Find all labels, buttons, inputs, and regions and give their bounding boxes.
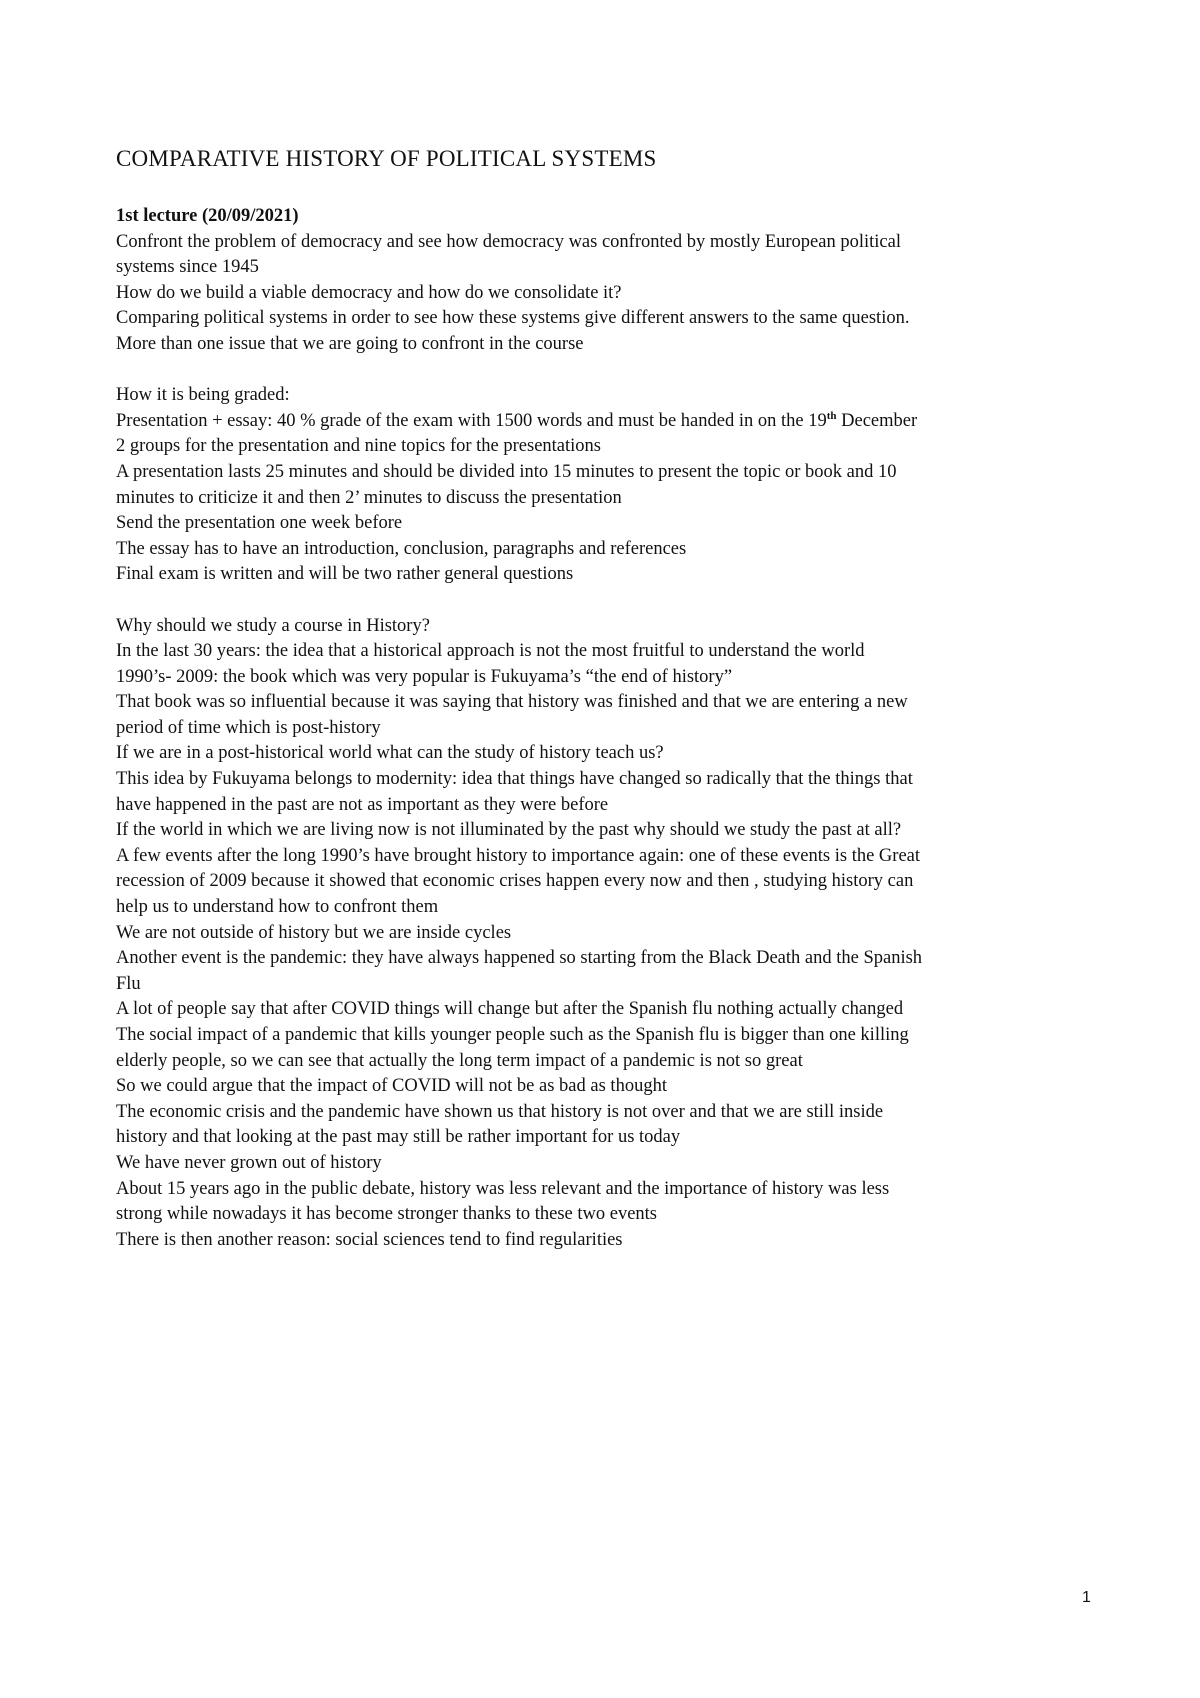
paragraph-spacer — [116, 358, 1096, 384]
history-line: In the last 30 years: the idea that a historical approach is not the most fruitful to understand the world — [116, 641, 865, 662]
history-line: A few events after the long 1990’s have brought history to importance again: one of these events is the Great — [116, 845, 921, 866]
grading-heading: How it is being graded: — [116, 385, 290, 406]
history-line: Another event is the pandemic: they have always happened so starting from the Black Death and the Spanish — [116, 948, 923, 969]
grading-line-text-end: December — [836, 410, 918, 431]
intro-line: More than one issue that we are going to confront in the course — [116, 333, 584, 354]
intro-line: Confront the problem of democracy and see how democracy was confronted by mostly European political — [116, 231, 901, 252]
history-line: If we are in a post-historical world what can the study of history teach us? — [116, 743, 664, 764]
grading-line: Final exam is written and will be two rather general questions — [116, 564, 574, 585]
history-line: period of time which is post-history — [116, 717, 381, 738]
intro-line: Comparing political systems in order to see how these systems give different answers to the same question. — [116, 308, 910, 329]
history-line: recession of 2009 because it showed that economic crises happen every now and then , studying history can — [116, 871, 914, 892]
grading-line-text: Presentation + essay: 40 % grade of the exam with 1500 words and must be handed in on the 19 — [116, 410, 827, 431]
intro-line: How do we build a viable democracy and how do we consolidate it? — [116, 282, 622, 303]
paragraph-spacer — [116, 588, 1096, 614]
history-line: Flu — [116, 973, 141, 994]
history-line: help us to understand how to confront them — [116, 897, 439, 918]
history-line: have happened in the past are not as important as they were before — [116, 794, 609, 815]
history-line: This idea by Fukuyama belongs to modernity: idea that things have changed so radically that the things that — [116, 769, 913, 790]
history-line: history and that looking at the past may still be rather important for us today — [116, 1127, 681, 1148]
history-line: That book was so influential because it was saying that history was finished and that we are entering a new — [116, 692, 908, 713]
grading-line: Send the presentation one week before — [116, 513, 403, 534]
history-line: strong while nowadays it has become stronger thanks to these two events — [116, 1204, 658, 1225]
history-line: 1990’s- 2009: the book which was very popular is Fukuyama’s “the end of history” — [116, 666, 733, 687]
document-title: COMPARATIVE HISTORY OF POLITICAL SYSTEMS — [116, 146, 657, 171]
grading-line: The essay has to have an introduction, conclusion, paragraphs and references — [116, 538, 687, 559]
lecture-heading: 1st lecture (20/09/2021) — [116, 206, 299, 226]
page-number: 1 — [1082, 1589, 1091, 1606]
lecture-notes-body — [116, 204, 1096, 1253]
ordinal-superscript: th — [826, 409, 837, 422]
grading-line: 2 groups for the presentation and nine topics for the presentations — [116, 436, 601, 457]
history-line: So we could argue that the impact of COVID will not be as bad as thought — [116, 1076, 667, 1097]
grading-line: A presentation lasts 25 minutes and should be divided into 15 minutes to present the topic or book and 10 — [116, 461, 897, 482]
history-line: Why should we study a course in History? — [116, 615, 430, 636]
history-line: elderly people, so we can see that actually the long term impact of a pandemic is not so great — [116, 1050, 803, 1071]
history-line: If the world in which we are living now is not illuminated by the past why should we study the past at all? — [116, 820, 902, 841]
history-line: A lot of people say that after COVID things will change but after the Spanish flu nothing actually changed — [116, 999, 904, 1020]
grading-line: minutes to criticize it and then 2’ minutes to discuss the presentation — [116, 487, 622, 508]
history-line: The economic crisis and the pandemic have shown us that history is not over and that we are still inside — [116, 1101, 884, 1122]
intro-line: systems since 1945 — [116, 257, 259, 278]
history-line: We have never grown out of history — [116, 1152, 382, 1173]
history-line: About 15 years ago in the public debate, history was less relevant and the importance of history was less — [116, 1178, 890, 1199]
history-line: We are not outside of history but we are inside cycles — [116, 922, 512, 943]
history-line: There is then another reason: social sciences tend to find regularities — [116, 1229, 623, 1250]
history-line: The social impact of a pandemic that kills younger people such as the Spanish flu is bigger than one killing — [116, 1025, 909, 1045]
grading-line-deadline — [116, 409, 1096, 435]
